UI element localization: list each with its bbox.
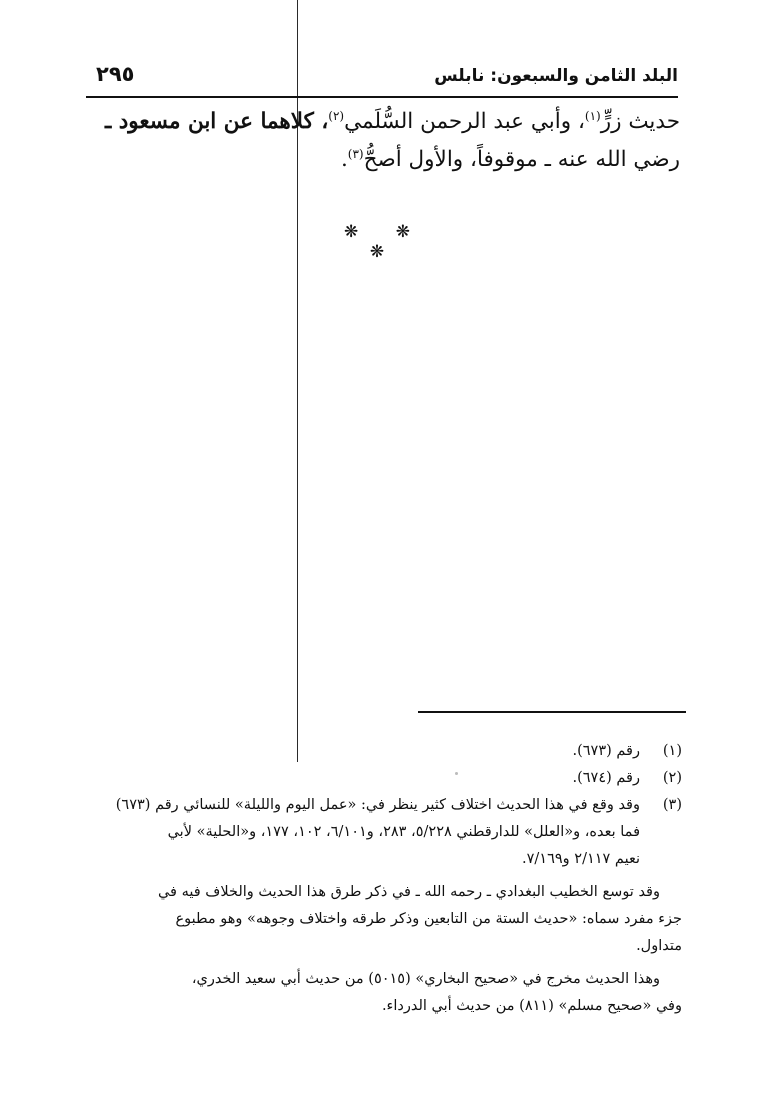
running-title: البلد الثامن والسبعون: نابلس bbox=[434, 66, 678, 86]
footnote-line: فما بعده، و«العلل» للدارقطني ٥/٢٢٨، ٢٨٣، و٦/١٠١، ١٠٢، ١٧٧، و«الحلية» لأبي bbox=[167, 824, 640, 840]
page-header bbox=[86, 60, 678, 98]
page-number: ٢٩٥ bbox=[96, 62, 135, 86]
footnote-number: (٢) bbox=[662, 770, 682, 786]
main-text bbox=[78, 103, 680, 179]
text-segment: ، كلاهما عن ابن مسعود ـ bbox=[104, 109, 329, 134]
footnote-line: وقد وقع في هذا الحديث اختلاف كثير ينظر في: «عمل اليوم والليلة» للنسائي رقم (٦٧٣) bbox=[115, 797, 640, 813]
footnote-ref-3[interactable]: (٣) bbox=[347, 146, 364, 161]
text-segment: ، وأبي عبد الرحمن السُّلَمي bbox=[344, 109, 585, 134]
text-segment: رضي الله عنه ـ موقوفاً، والأول أصحُّ bbox=[363, 147, 680, 172]
footnote-text: رقم (٦٧٤). bbox=[572, 770, 640, 786]
footnote-1 bbox=[80, 738, 682, 765]
main-text-line-1 bbox=[78, 103, 680, 141]
footnote-line: وهذا الحديث مخرج في «صحيح البخاري» (٥٠١٥) من حديث أبي سعيد الخدري، bbox=[191, 971, 660, 987]
footnote-number: (٣) bbox=[662, 797, 682, 813]
footnote-line: متداول. bbox=[636, 938, 682, 954]
main-text-line-2 bbox=[78, 141, 680, 179]
footnote-line: وفي «صحيح مسلم» (٨١١) من حديث أبي الدرداء. bbox=[381, 998, 682, 1014]
footnote-text bbox=[80, 792, 640, 873]
footnote-ref-2[interactable]: (٢) bbox=[328, 108, 345, 123]
footnote-2 bbox=[80, 765, 682, 792]
footnote-separator bbox=[418, 711, 686, 713]
scan-speck bbox=[455, 772, 458, 775]
footnote-line: وقد توسع الخطيب البغدادي ـ رحمه الله ـ في ذكر طرق هذا الحديث والخلاف فيه في bbox=[157, 884, 660, 900]
text-segment: . bbox=[340, 147, 348, 172]
footnote-number: (١) bbox=[662, 743, 682, 759]
footnote-3 bbox=[80, 792, 682, 873]
section-divider-stars: ❋ ❋ ❋ bbox=[344, 222, 426, 262]
footnote-paragraph-2 bbox=[80, 879, 682, 960]
footnote-ref-1[interactable]: (١) bbox=[584, 108, 601, 123]
footnote-text: رقم (٦٧٣). bbox=[572, 743, 640, 759]
footnote-line: جزء مفرد سماه: «حديث الستة من التابعين وذكر طرقه واختلاف وجوهه» وهو مطبوع bbox=[175, 911, 682, 927]
footnotes bbox=[80, 738, 682, 1020]
footnote-paragraph-3 bbox=[80, 966, 682, 1020]
text-segment: حديث زرٍّ bbox=[600, 109, 680, 134]
footnote-line: نعيم ٢/١١٧ و٧/١٦٩. bbox=[522, 851, 640, 867]
